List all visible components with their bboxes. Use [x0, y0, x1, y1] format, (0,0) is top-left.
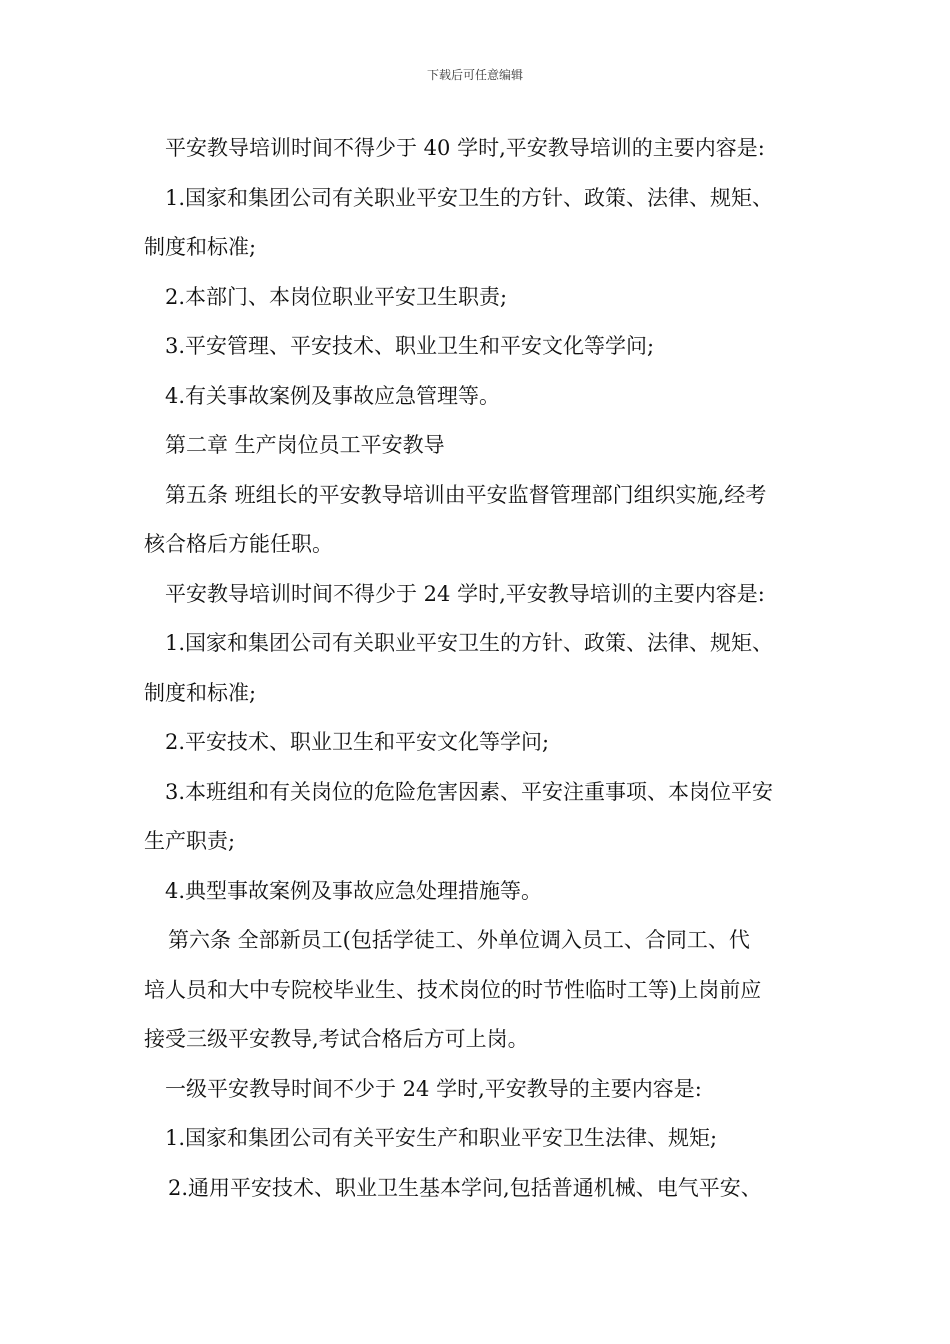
paragraph-line: 一级平安教导时间不少于 24 学时,平安教导的主要内容是: [165, 1076, 702, 1101]
page-header: 下载后可任意编辑 [426, 68, 523, 82]
paragraph-line: 第六条 全部新员工(包括学徒工、外单位调入员工、合同工、代 [168, 928, 750, 952]
paragraph-line: 平安教导培训时间不得少于 24 学时,平安教导培训的主要内容是: [165, 581, 765, 606]
paragraph-line: 1.国家和集团公司有关职业平安卫生的方针、政策、法律、规矩、 [165, 631, 774, 655]
paragraph-line: 制度和标准; [144, 235, 257, 259]
paragraph-line: 制度和标准; [144, 680, 257, 705]
paragraph-line: 1.国家和集团公司有关平安生产和职业平安卫生法律、规矩; [165, 1126, 718, 1150]
paragraph-line: 平安教导培训时间不得少于 40 学时,平安教导培训的主要内容是: [165, 136, 765, 160]
paragraph-line: 2.通用平安技术、职业卫生基本学问,包括普通机械、电气平安、 [168, 1175, 762, 1200]
paragraph-line: 接受三级平安教导,考试合格后方可上岗。 [144, 1027, 529, 1051]
paragraph-line: 4.有关事故案例及事故应急管理等。 [165, 383, 501, 408]
paragraph-line: 2.本部门、本岗位职业平安卫生职责; [165, 284, 508, 309]
paragraph-line: 1.国家和集团公司有关职业平安卫生的方针、政策、法律、规矩、 [165, 185, 774, 210]
paragraph-line: 2.平安技术、职业卫生和平安文化等学问; [165, 730, 550, 754]
paragraph-line: 培人员和大中专院校毕业生、技术岗位的时节性临时工等)上岗前应 [144, 977, 762, 1002]
paragraph-line: 生产职责; [144, 829, 236, 853]
paragraph-line: 第五条 班组长的平安教导培训由平安监督管理部门组织实施,经考 [165, 482, 767, 507]
paragraph-line: 核合格后方能任职。 [144, 532, 333, 556]
paragraph-line: 4.典型事故案例及事故应急处理措施等。 [165, 878, 543, 903]
document-body [144, 124, 814, 1213]
paragraph-line: 3.本班组和有关岗位的危险危害因素、平安注重事项、本岗位平安 [165, 779, 774, 804]
paragraph-line: 3.平安管理、平安技术、职业卫生和平安文化等学问; [165, 334, 655, 358]
chapter-heading: 第二章 生产岗位员工平安教导 [165, 433, 445, 457]
